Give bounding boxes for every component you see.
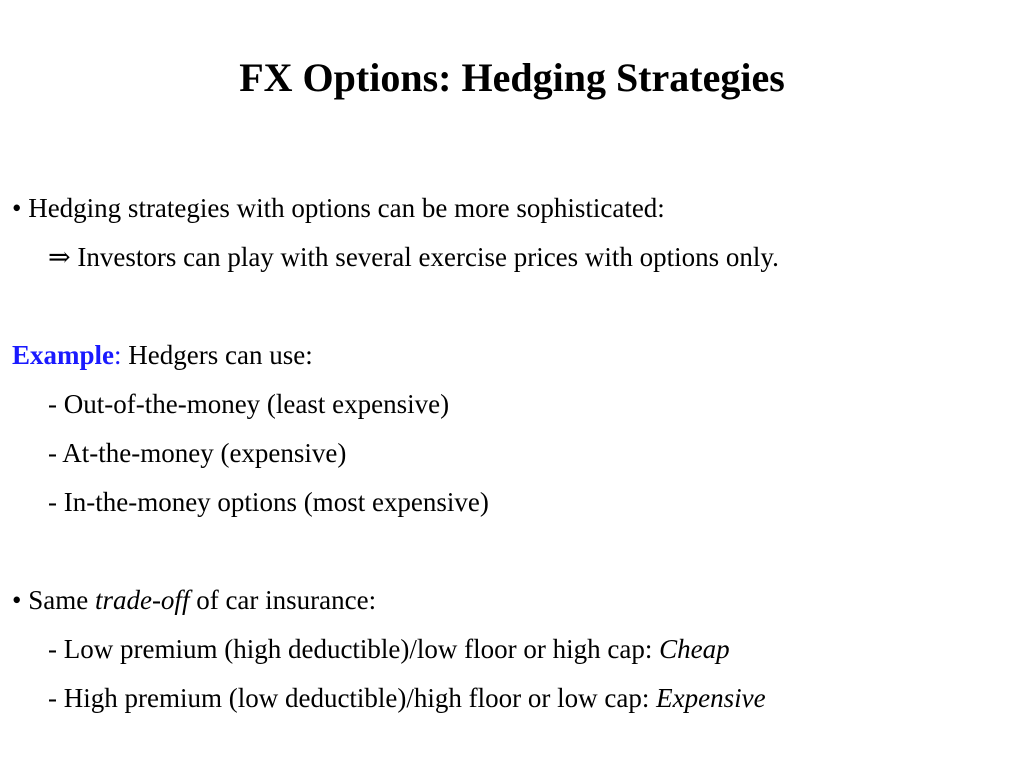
expensive-emphasis: Expensive (656, 683, 766, 713)
trade-off-emphasis: trade-off (94, 585, 190, 615)
example-keyword: Example (12, 340, 115, 370)
bullet-marker: • (12, 585, 22, 615)
bullet-hedging-strategies (12, 191, 665, 225)
sub-point-text: Investors can play with several exercise prices with options only. (77, 242, 779, 272)
list-item: - In-the-money options (most expensive) (48, 487, 489, 517)
bullet-trade-off (12, 583, 376, 617)
sub-point-investors (48, 240, 779, 274)
list-item-text: - Low premium (high deductible)/low floor or high cap: (48, 634, 653, 664)
list-item-high-premium (48, 681, 766, 715)
list-item: - Out-of-the-money (least expensive) (48, 389, 450, 419)
bullet-marker: • (12, 193, 22, 223)
bullet-suffix: of car insurance: (196, 585, 377, 615)
implies-arrow-icon: ⇒ (48, 242, 71, 272)
list-item-low-premium (48, 632, 730, 666)
cheap-emphasis: Cheap (659, 634, 730, 664)
example-heading (12, 338, 313, 372)
example-text: Hedgers can use: (128, 340, 313, 370)
slide-title: FX Options: Hedging Strategies (239, 55, 785, 100)
list-item: - At-the-money (expensive) (48, 438, 347, 468)
example-colon: : (114, 340, 122, 370)
list-item-text: - High premium (low deductible)/high floor or low cap: (48, 683, 650, 713)
bullet-text: Hedging strategies with options can be more sophisticated: (28, 193, 665, 223)
bullet-prefix: Same (28, 585, 89, 615)
